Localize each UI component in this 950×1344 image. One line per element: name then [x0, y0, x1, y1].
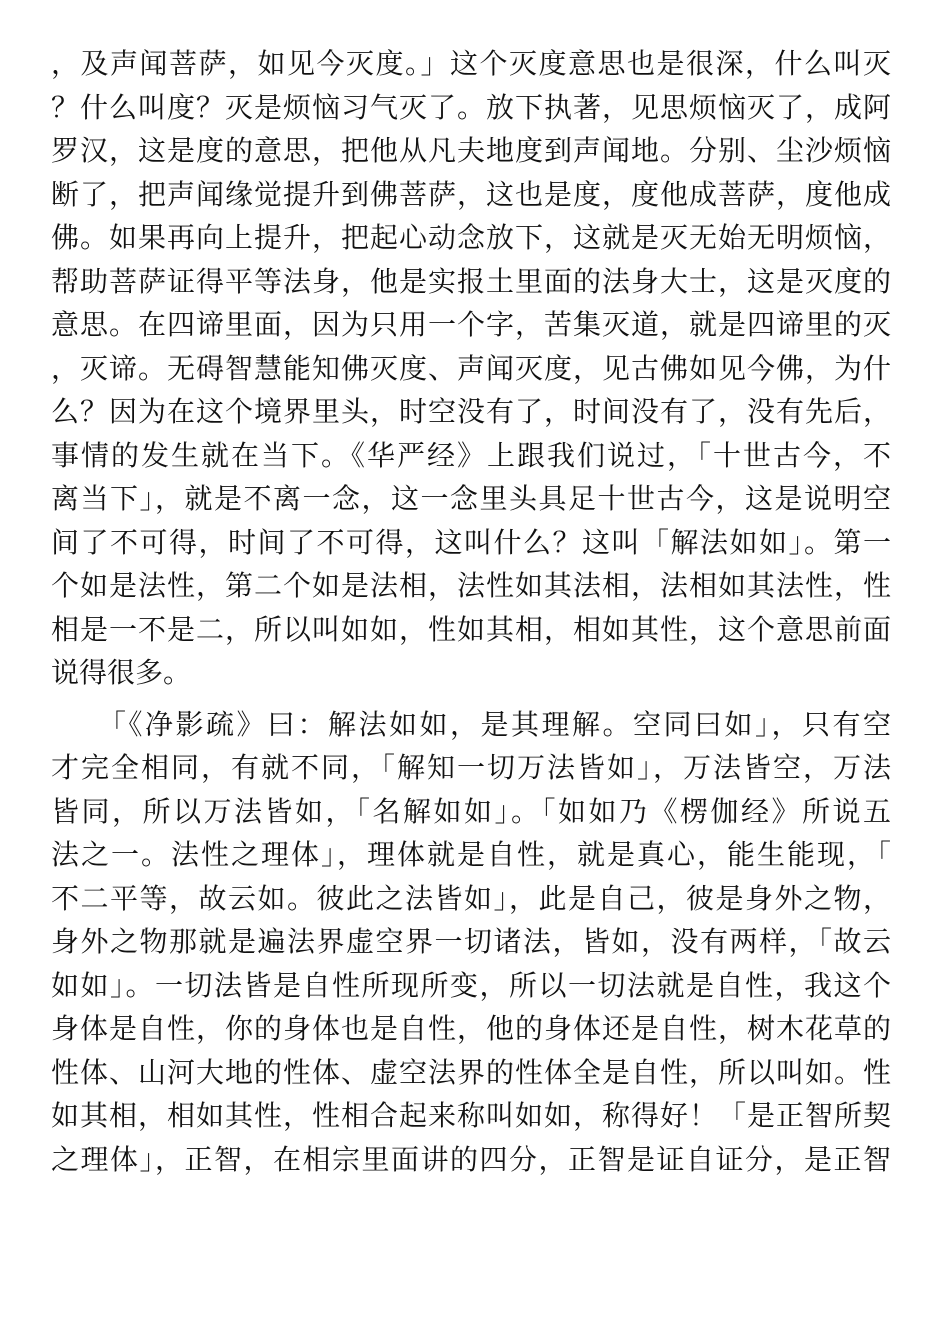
paragraph-1 — [51, 42, 891, 695]
text-line: 才完全相同，有就不同，「解知一切万法皆如」，万法皆空，万法 — [51, 751, 891, 784]
text-line: 间了不可得，时间了不可得，这叫什么？这叫「解法如如」。第一 — [51, 525, 891, 559]
text-line: 事情的发生就在当下。《华严经》上跟我们说过，「十世古今，不 — [51, 438, 891, 472]
text-line: 罗汉，这是度的意思，把他从凡夫地度到声闻地。分别、尘沙烦恼 — [51, 134, 891, 167]
text-line: 如其相，相如其性，性相合起来称叫如如，称得好！「是正智所契 — [51, 1099, 891, 1132]
text-line: 断了，把声闻缘觉提升到佛菩萨，这也是度，度他成菩萨，度他成 — [51, 177, 891, 211]
text-line: ，灭谛。无碍智慧能知佛灭度、声闻灭度，见古佛如见今佛，为什 — [51, 351, 891, 385]
paragraph-2 — [51, 703, 891, 1182]
text-line: 性体、山河大地的性体、虚空法界的性体全是自性，所以叫如。性 — [51, 1055, 891, 1089]
text-line: 身体是自性，你的身体也是自性，他的身体还是自性，树木花草的 — [51, 1012, 891, 1045]
text-line: 个如是法性，第二个如是法相，法性如其法相，法相如其法性，性 — [51, 569, 891, 602]
text-line: 皆同，所以万法皆如，「名解如如」。「如如乃《楞伽经》所说五 — [51, 794, 891, 828]
text-line: 离当下」，就是不离一念，这一念里头具足十世古今，这是说明空 — [51, 482, 891, 515]
text-line: ？什么叫度？灭是烦恼习气灭了。放下执著，见思烦恼灭了，成阿 — [51, 90, 891, 124]
text-line: 意思。在四谛里面，因为只用一个字，苦集灭道，就是四谛里的灭 — [51, 308, 891, 341]
document-page — [51, 42, 891, 1181]
paragraph-gap — [51, 695, 891, 703]
text-line: 之理体」，正智，在相宗里面讲的四分，正智是证自证分，是正智 — [51, 1142, 891, 1176]
text-line: 不二平等，故云如。彼此之法皆如」，此是自己，彼是身外之物， — [51, 881, 891, 915]
text-line: 说得很多。 — [51, 656, 192, 689]
text-line: 法之一。法性之理体」，理体就是自性，就是真心，能生能现，「 — [51, 838, 891, 871]
text-line: ，及声闻菩萨，如见今灭度。」这个灭度意思也是很深，什么叫灭 — [51, 47, 891, 80]
text-line: 如如」。一切法皆是自性所现所变，所以一切法就是自性，我这个 — [51, 968, 891, 1002]
text-line: 身外之物那就是遍法界虚空界一切诸法，皆如，没有两样，「故云 — [51, 925, 891, 958]
text-line: 么？因为在这个境界里头，时空没有了，时间没有了，没有先后， — [51, 395, 891, 428]
text-line: 帮助菩萨证得平等法身，他是实报土里面的法身大士，这是灭度的 — [51, 264, 891, 298]
text-line: 相是一不是二，所以叫如如，性如其相，相如其性，这个意思前面 — [51, 612, 891, 646]
text-line: 「《净影疏》曰：解法如如，是其理解。空同曰如」，只有空 — [51, 707, 891, 741]
text-line: 佛。如果再向上提升，把起心动念放下，这就是灭无始无明烦恼， — [51, 221, 891, 254]
